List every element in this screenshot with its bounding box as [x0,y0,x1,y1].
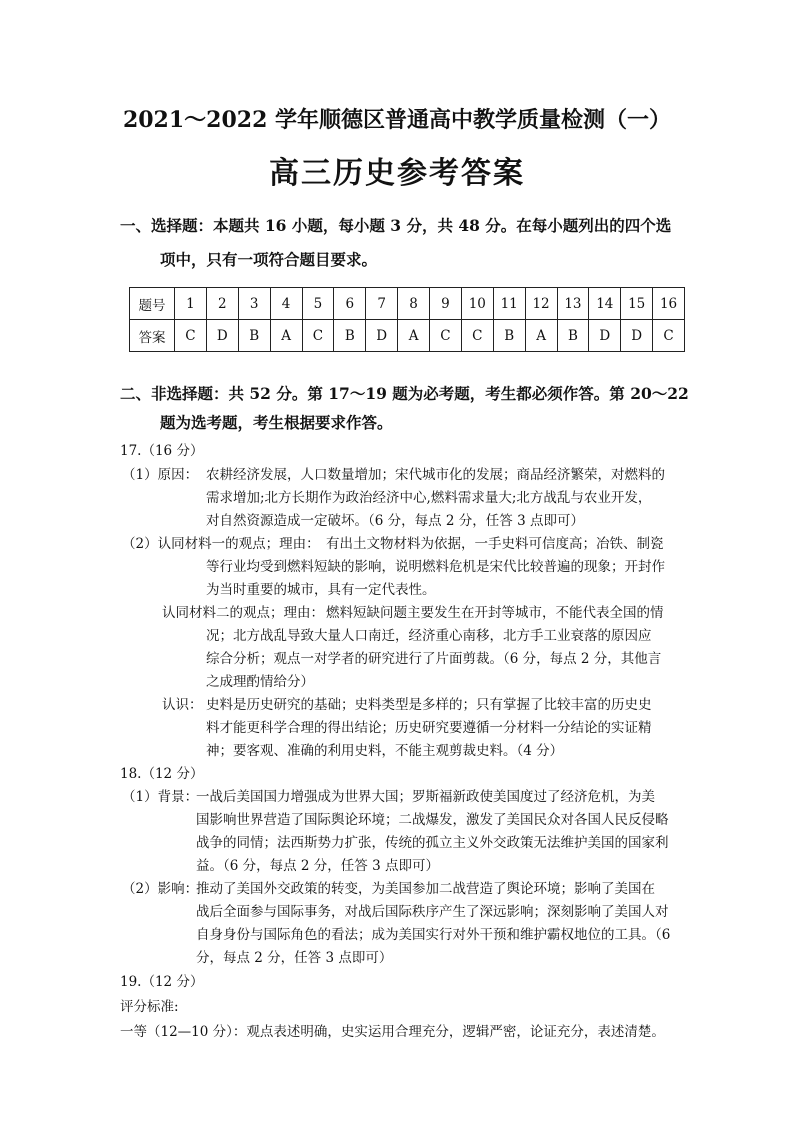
answer-cell: D [621,320,653,352]
q18-part2-label: （2）影响： [122,881,199,897]
question-number: 9 [430,288,462,320]
q17-part3-line: 综合分析；观点一对学者的研究进行了片面剪裁。（6 分，每点 2 分，其他言 [206,651,662,667]
q17-part1-label: （1）原因： [122,467,199,483]
question-number: 11 [493,288,525,320]
question-number: 10 [461,288,493,320]
answer-cell: D [366,320,398,352]
q18-part1-label: （1）背景： [122,789,199,805]
q17-part4-label: 认识： [162,697,203,713]
q18-header: 18.（12 分） [120,766,204,782]
q17-part4-line: 料才能更科学合理的得出结论；历史研究要遵循一分材料一分结论的实证精 [206,720,652,736]
answer-cell: A [525,320,557,352]
answer-cell: B [238,320,270,352]
q18-part1-line: 国影响世界营造了国际舆论环境；二战爆发，激发了美国民众对各国人民反侵略 [196,812,669,828]
row-label-number: 题号 [130,288,175,320]
q17-part4-line: 神；要客观、准确的利用史料，不能主观剪裁史料。（4 分） [206,743,564,759]
question-number: 3 [238,288,270,320]
q17-part4-line: 史料是历史研究的基础；史料类型是多样的；只有掌握了比较丰富的历史史 [206,697,652,713]
q17-part3-line: 燃料短缺问题主要发生在开封等城市，不能代表全国的情 [326,605,664,621]
q19-criteria-label: 评分标准: [120,999,179,1015]
exam-title: 2021～2022 学年顺德区普通高中教学质量检测（一） [122,107,672,133]
q19-header: 19.（12 分） [120,974,204,990]
q18-part1-line: 益。（6 分，每点 2 分，任答 3 点即可） [196,858,439,874]
answer-cell: A [270,320,302,352]
section2-heading-cont: 题为选考题，考生根据要求作答。 [160,413,393,432]
answer-cell: C [461,320,493,352]
table-row-answers [130,320,685,352]
answer-cell: C [175,320,207,352]
answer-cell: B [493,320,525,352]
question-number: 12 [525,288,557,320]
q18-part1-line: 一战后美国国力增强成为世界大国；罗斯福新政使美国度过了经济危机，为美 [196,789,655,805]
q18-part1-line: 战争的同情；法西斯势力扩张，传统的孤立主义外交政策无法维护美国的国家利 [196,835,669,851]
table-row-numbers [130,288,685,320]
answer-cell: D [206,320,238,352]
question-number: 14 [589,288,621,320]
answer-cell: D [589,320,621,352]
section2-heading: 二、非选择题：共 52 分。第 17～19 题为必考题，考生都必须作答。第 20～22 [120,384,689,403]
question-number: 6 [334,288,366,320]
q17-part1-line: 农耕经济发展，人口数量增加；宋代城市化的发展；商品经济繁荣，对燃料的 [206,467,665,483]
question-number: 5 [302,288,334,320]
q17-part2-line: 有出土文物材料为依据，一手史料可信度高；冶铁、制瓷 [326,536,664,552]
section1-heading-cont: 项中，只有一项符合题目要求。 [160,250,378,269]
q17-part2-label: （2）认同材料一的观点；理由： [122,536,320,552]
q18-part2-line: 战后全面参与国际事务，对战后国际秩序产生了深远影响；深刻影响了美国人对 [196,904,669,920]
answer-cell: C [302,320,334,352]
answer-cell: B [334,320,366,352]
question-number: 2 [206,288,238,320]
question-number: 8 [398,288,430,320]
question-number: 15 [621,288,653,320]
q17-part1-line: 需求增加;北方长期作为政治经济中心,燃料需求量大;北方战乱与农业开发， [206,490,652,506]
q17-part2-line: 为当时重要的城市，具有一定代表性。 [206,582,436,598]
q17-part1-line: 对自然资源造成一定破坏。（6 分，每点 2 分，任答 3 点即可） [206,513,584,529]
question-number: 1 [175,288,207,320]
q18-part2-line: 自身身份与国际角色的看法；成为美国实行对外干预和维护霸权地位的工具。（6 [196,927,671,943]
answer-table [129,287,685,352]
question-number: 7 [366,288,398,320]
q18-part2-line: 分，每点 2 分，任答 3 点即可） [196,950,393,966]
q17-part3-line: 况；北方战乱导致大量人口南迁，经济重心南移，北方手工业衰落的原因应 [206,628,652,644]
question-number: 13 [557,288,589,320]
subject-title: 高三历史参考答案 [269,156,525,191]
answer-cell: B [557,320,589,352]
q17-part3-label: 认同材料二的观点；理由： [162,605,324,621]
q17-part2-line: 等行业均受到燃料短缺的影响，说明燃料危机是宋代比较普遍的现象；开封作 [206,559,665,575]
answer-cell: C [653,320,685,352]
question-number: 4 [270,288,302,320]
q18-part2-line: 推动了美国外交政策的转变，为美国参加二战营造了舆论环境；影响了美国在 [196,881,655,897]
row-label-answer: 答案 [130,320,175,352]
question-number: 16 [653,288,685,320]
section1-heading: 一、选择题：本题共 16 小题，每小题 3 分，共 48 分。在每小题列出的四个选 [120,216,672,235]
answer-cell: C [430,320,462,352]
q17-part3-line: 之成理酌情给分） [206,674,314,690]
q17-header: 17.（16 分） [120,443,204,459]
q19-grade1: 一等（12—10 分）：观点表述明确，史实运用合理充分，逻辑严密，论证充分，表述清楚。 [120,1024,665,1040]
answer-cell: A [398,320,430,352]
